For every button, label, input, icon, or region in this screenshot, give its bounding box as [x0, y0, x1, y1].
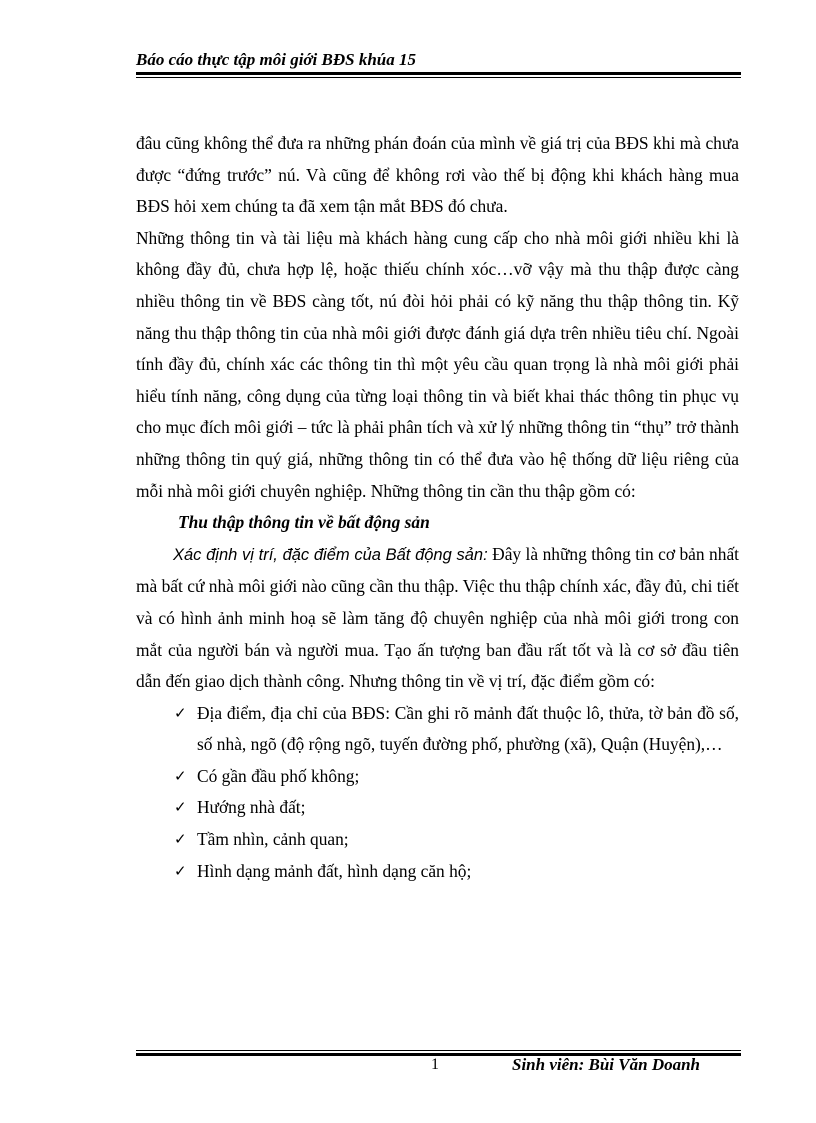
paragraph-location-text: Đây là những thông tin cơ bản nhất mà bất cứ nhà môi giới nào cũng cần thu thập. Việc thu thập chính xác, đầy đủ, chi tiết và có hình ảnh minh hoạ sẽ làm tăng độ chuyên nghiệp của nhà môi giới trong con mắt của người bán và người mua. Tạo ấn tượng ban đầu rất tốt và là cơ sở đầu tiên dẫn đến giao dịch thành công. Nhưng thông tin về vị trí, đặc điểm gồm có: [136, 543, 739, 692]
check-mark-icon: ✓ [174, 798, 187, 817]
checklist-item [136, 698, 739, 761]
body-text [136, 128, 739, 887]
header-rule-thick [136, 72, 741, 75]
checklist-item-text: Tầm nhìn, cảnh quan; [197, 829, 349, 850]
checklist-item-text: Hình dạng mảnh đất, hình dạng căn hộ; [197, 860, 472, 881]
page-number: 1 [431, 1056, 439, 1073]
paragraph-2: Những thông tin và tài liệu mà khách hàng cung cấp cho nhà môi giới nhiều khi là không đầy đủ, chưa hợp lệ, hoặc thiếu chính xóc…vỡ vậy mà thu thập được càng nhiều thông tin về BĐS càng tốt, nú đòi hỏi phải có kỹ năng thu thập thông tin. Kỹ năng thu thập thông tin của nhà môi giới được đánh giá dựa trên nhiều tiêu chí. Ngoài tính đầy đủ, chính xác các thông tin thì một yêu cầu quan trọng là nhà môi giới phải hiểu tính năng, công dụng của từng loại thông tin và biết khai thác thông tin phục vụ cho mục đích môi giới – tức là phải phân tích và xử lý những thông tin “thụ” trở thành những thông tin quý giá, những thông tin có thể đưa vào hệ thống dữ liệu riêng của mỗi nhà môi giới chuyên nghiệp. Những thông tin cần thu thập gồm có: [136, 227, 739, 501]
checklist-item-text: Có gần đầu phố không; [197, 765, 360, 786]
checklist-item-text: Hướng nhà đất; [197, 797, 306, 818]
header-title: Báo cáo thực tập môi giới BĐS khúa 15 [136, 50, 417, 69]
footer-author: Sinh viên: Bùi Văn Doanh [512, 1055, 701, 1074]
paragraph-lead: Xác định vị trí, đặc điểm của Bất động sản: [173, 545, 488, 564]
check-mark-icon: ✓ [174, 766, 187, 785]
paragraph-location [136, 539, 739, 698]
checklist-item [136, 761, 739, 793]
checklist [136, 698, 739, 888]
section-subheading: Thu thập thông tin về bất động sản [178, 512, 430, 533]
check-mark-icon: ✓ [174, 861, 187, 880]
checklist-item [136, 792, 739, 824]
checklist-item [136, 824, 739, 856]
checklist-item [136, 856, 739, 888]
checklist-item-text: Địa điểm, địa chỉ của BĐS: Cần ghi rõ mảnh đất thuộc lô, thửa, tờ bản đồ số, số nhà, ngõ (độ rộng ngõ, tuyến đường phố, phường (xã), Quận (Huyện),… [197, 702, 739, 755]
footer-rule-thin [136, 1050, 741, 1051]
paragraph-1: đâu cũng không thể đưa ra những phán đoán của mình về giá trị của BĐS khi mà chưa được “đứng trước” nú. Và cũng để không rơi vào thế bị động khi khách hàng mua BĐS hỏi xem chúng ta đã xem tận mắt BĐS đó chưa. [136, 133, 739, 217]
check-mark-icon: ✓ [174, 703, 187, 722]
check-mark-icon: ✓ [174, 830, 187, 849]
header-rule-thin [136, 77, 741, 78]
